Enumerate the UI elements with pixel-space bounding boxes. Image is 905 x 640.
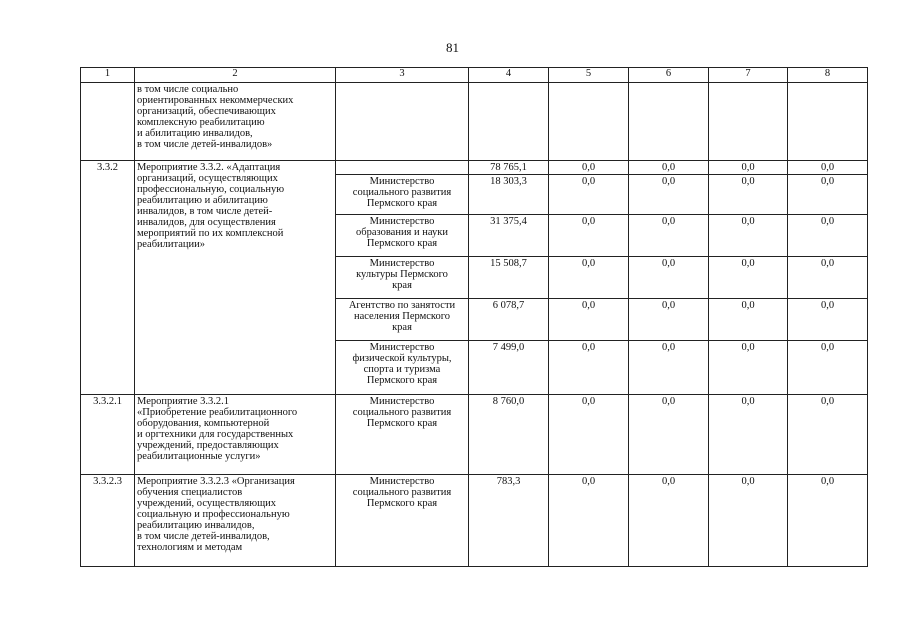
code-cell: 3.3.2.1 [81,395,135,475]
col-header: 6 [629,68,709,83]
value-cell: 0,0 [788,257,868,299]
value-cell: 78 765,1 [469,161,549,175]
executor-cell [336,161,469,175]
value-cell: 0,0 [629,257,709,299]
value-cell: 783,3 [469,475,549,567]
table-row [81,395,868,475]
value-cell [788,83,868,161]
executor-cell: Министерство социального развития Пермского края [336,395,469,475]
value-cell: 0,0 [788,175,868,215]
value-cell: 0,0 [709,341,788,395]
table-row [81,83,868,161]
value-cell: 0,0 [629,299,709,341]
value-cell [469,83,549,161]
executor-cell: Министерство социального развития Пермского края [336,475,469,567]
value-cell: 0,0 [629,395,709,475]
page-number: 81 [446,40,459,55]
code-cell: 3.3.2.3 [81,475,135,567]
value-cell: 0,0 [788,341,868,395]
col-header: 5 [549,68,629,83]
value-cell: 0,0 [549,215,629,257]
table-row [81,475,868,567]
executor-cell: Агентство по занятости населения Пермского края [336,299,469,341]
col-header: 4 [469,68,549,83]
value-cell [709,83,788,161]
value-cell: 0,0 [788,215,868,257]
col-header: 8 [788,68,868,83]
executor-cell: Министерство физической культуры, спорта и туризма Пермского края [336,341,469,395]
value-cell [549,83,629,161]
value-cell: 0,0 [788,395,868,475]
col-header: 7 [709,68,788,83]
activity-name-cell: Мероприятие 3.3.2.1 «Приобретение реабилитационного оборудования, компьютерной и оргтехники для государственных учреждений, предоставляющих реабилитационные услуги» [135,395,336,475]
value-cell: 6 078,7 [469,299,549,341]
value-cell: 0,0 [629,161,709,175]
executor-cell [336,83,469,161]
activity-name-cell: Мероприятие 3.3.2.3 «Организация обучения специалистов учреждений, осуществляющих социальную и профессиональную реабилитацию инвалидов, в том числе детей-инвалидов, технологиям и методам [135,475,336,567]
code-cell [81,83,135,161]
value-cell: 0,0 [549,175,629,215]
value-cell: 0,0 [709,175,788,215]
value-cell: 31 375,4 [469,215,549,257]
value-cell: 0,0 [549,475,629,567]
value-cell: 18 303,3 [469,175,549,215]
value-cell: 0,0 [629,215,709,257]
value-cell: 0,0 [788,299,868,341]
value-cell: 0,0 [709,257,788,299]
executor-cell: Министерство культуры Пермского края [336,257,469,299]
value-cell: 0,0 [629,341,709,395]
value-cell: 0,0 [709,161,788,175]
col-header: 2 [135,68,336,83]
value-cell: 0,0 [629,175,709,215]
value-cell: 0,0 [709,299,788,341]
value-cell: 7 499,0 [469,341,549,395]
value-cell [629,83,709,161]
value-cell: 0,0 [788,475,868,567]
value-cell: 15 508,7 [469,257,549,299]
value-cell: 0,0 [709,215,788,257]
value-cell: 0,0 [629,475,709,567]
code-cell: 3.3.2 [81,161,135,395]
value-cell: 8 760,0 [469,395,549,475]
budget-table [80,67,868,567]
value-cell: 0,0 [549,341,629,395]
executor-cell: Министерство образования и науки Пермского края [336,215,469,257]
activity-name-cell: в том числе социально ориентированных некоммерческих организаций, обеспечивающих комплексную реабилитацию и абилитацию инвалидов, в том числе детей-инвалидов» [135,83,336,161]
value-cell: 0,0 [709,475,788,567]
value-cell: 0,0 [549,257,629,299]
value-cell: 0,0 [549,299,629,341]
activity-name-cell: Мероприятие 3.3.2. «Адаптация организаций, осуществляющих профессиональную, социальную реабилитацию и абилитацию инвалидов, в том числе детей- инвалидов, для осуществления мероприятий по их комплексной реабилитации» [135,161,336,395]
executor-cell: Министерство социального развития Пермского края [336,175,469,215]
table-row [81,161,868,175]
col-header: 1 [81,68,135,83]
value-cell: 0,0 [709,395,788,475]
col-header: 3 [336,68,469,83]
value-cell: 0,0 [549,395,629,475]
table-header-row [81,68,868,83]
value-cell: 0,0 [788,161,868,175]
value-cell: 0,0 [549,161,629,175]
